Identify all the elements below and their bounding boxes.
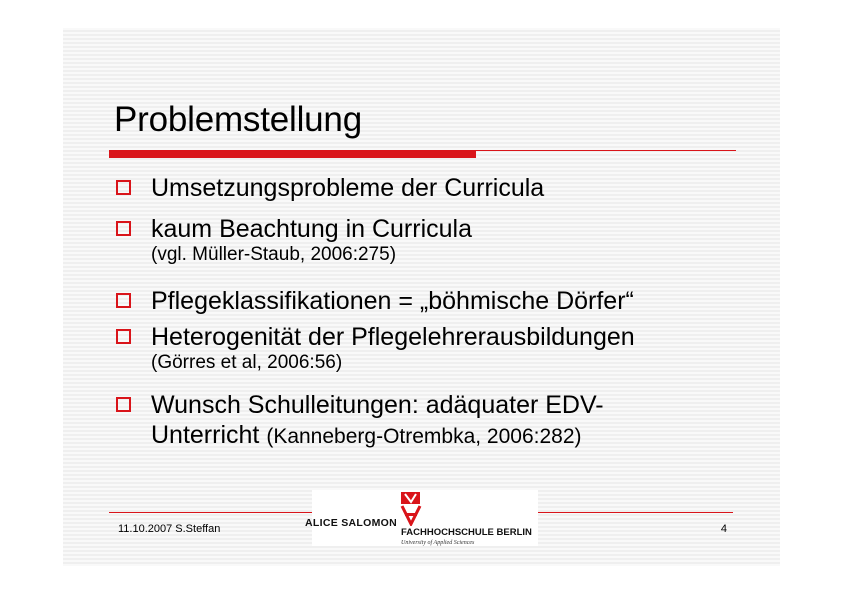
alice-salomon-logo-icon (399, 492, 423, 526)
bullet-text: Wunsch Schulleitungen: adäquater EDV- (151, 391, 604, 419)
bullet-text: Heterogenität der Pflegelehrerausbildungen (151, 323, 635, 351)
title-underline-thin (476, 150, 736, 151)
checkbox-bullet-icon (116, 293, 131, 308)
slide (63, 28, 780, 566)
footer-rule-left (109, 512, 313, 513)
bullet-item (114, 322, 754, 390)
bullet-reference: (Kanneberg-Otrembka, 2006:282) (266, 425, 582, 448)
checkbox-bullet-icon (116, 329, 131, 344)
bullet-item (114, 390, 754, 452)
title-underline-thick (109, 150, 476, 158)
logo-text-fachhochschule: FACHHOCHSCHULE BERLIN (401, 527, 532, 538)
checkbox-bullet-icon (116, 221, 131, 236)
page-number: 4 (720, 523, 727, 535)
bullet-reference: (Görres et al, 2006:56) (151, 352, 343, 373)
checkbox-bullet-icon (116, 180, 131, 195)
checkbox-bullet-icon (116, 397, 131, 412)
bullet-text: kaum Beachtung in Curricula (151, 215, 472, 243)
bullet-text-line2: Unterricht (151, 421, 260, 449)
bullet-text: Umsetzungsprobleme der Curricula (151, 174, 545, 202)
bullet-reference: (vgl. Müller-Staub, 2006:275) (151, 244, 397, 265)
bullet-item (114, 286, 754, 322)
bullet-text-continued (151, 420, 754, 452)
footer-rule-right (538, 512, 733, 513)
logo-tagline: University of Applied Sciences (401, 540, 475, 546)
bullet-list (114, 173, 754, 452)
bullet-text: Pflegeklassifikationen = „böhmische Dörfer“ (151, 287, 634, 315)
slide-title: Problemstellung (114, 100, 362, 139)
bullet-item (114, 173, 754, 214)
logo-text-alice-salomon: ALICE SALOMON (305, 517, 397, 529)
university-logo (305, 490, 538, 546)
footer-date-author: 11.10.2007 S.Steffan (118, 523, 221, 535)
bullet-item (114, 214, 754, 286)
